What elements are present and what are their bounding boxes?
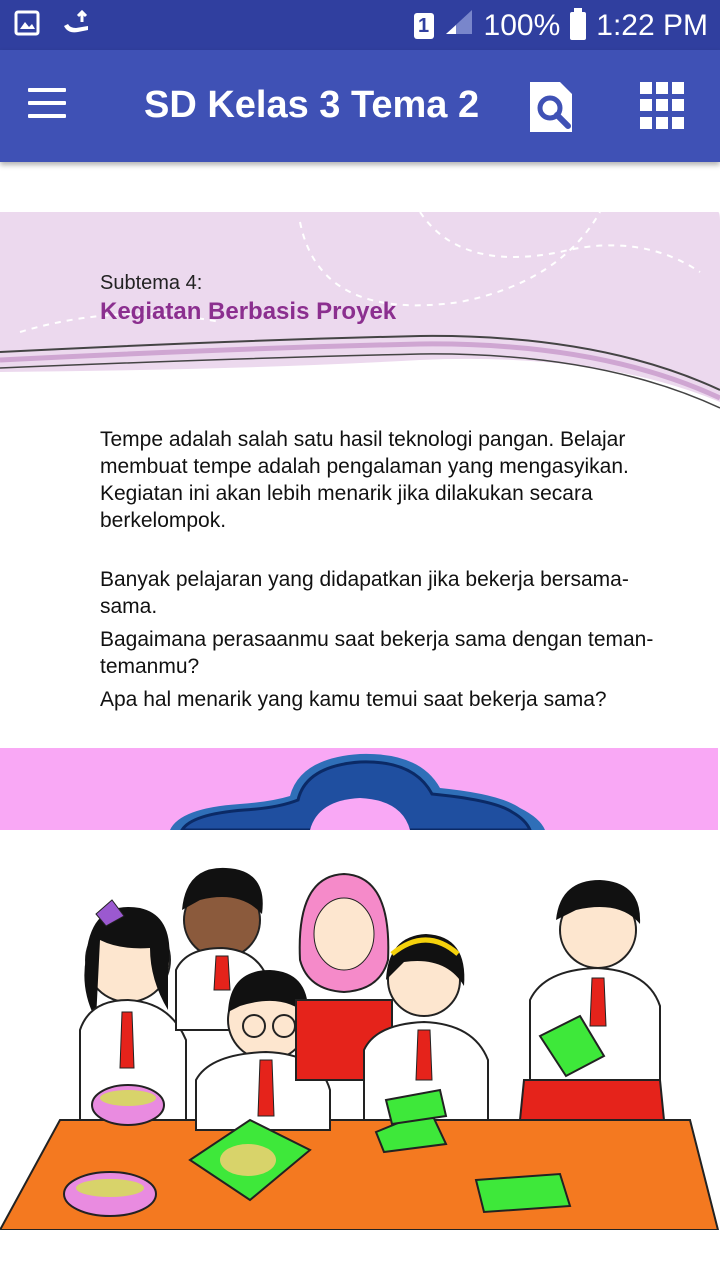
status-bar (0, 0, 720, 50)
download-icon (62, 10, 94, 41)
app-bar (0, 50, 720, 162)
app-title: SD Kelas 3 Tema 2 (144, 84, 480, 126)
battery-text: 100% (483, 9, 561, 42)
clock: 1:22 PM (596, 9, 708, 42)
subtheme-header-band (0, 212, 720, 412)
subtheme-label: Subtema 4: (100, 272, 203, 294)
search-document-icon[interactable] (526, 80, 576, 134)
image-icon (14, 10, 40, 41)
paragraph: Bagaimana perasaanmu saat bekerja sama dengan teman-temanmu? (100, 628, 654, 678)
paragraph: Banyak pelajaran yang didapatkan jika bekerja bersama-sama. (100, 568, 629, 618)
paragraph: Tempe adalah salah satu hasil teknologi pangan. Belajar membuat tempe adalah pengalaman yang mengasyikan. Kegiatan ini akan lebih menarik jika dilakukan secara berkelompok. (100, 428, 629, 532)
signal-icon (444, 8, 474, 44)
battery-icon (570, 12, 586, 40)
grid-icon[interactable] (640, 82, 688, 130)
children-making-tempe-illustration (0, 830, 720, 1230)
book-page (0, 212, 720, 1230)
paragraph: Apa hal menarik yang kamu temui saat bekerja sama? (100, 688, 607, 711)
menu-icon[interactable] (28, 88, 68, 120)
decorative-banner (0, 748, 718, 830)
sim-icon: 1 (414, 13, 434, 39)
subtheme-title: Kegiatan Berbasis Proyek (100, 298, 397, 325)
